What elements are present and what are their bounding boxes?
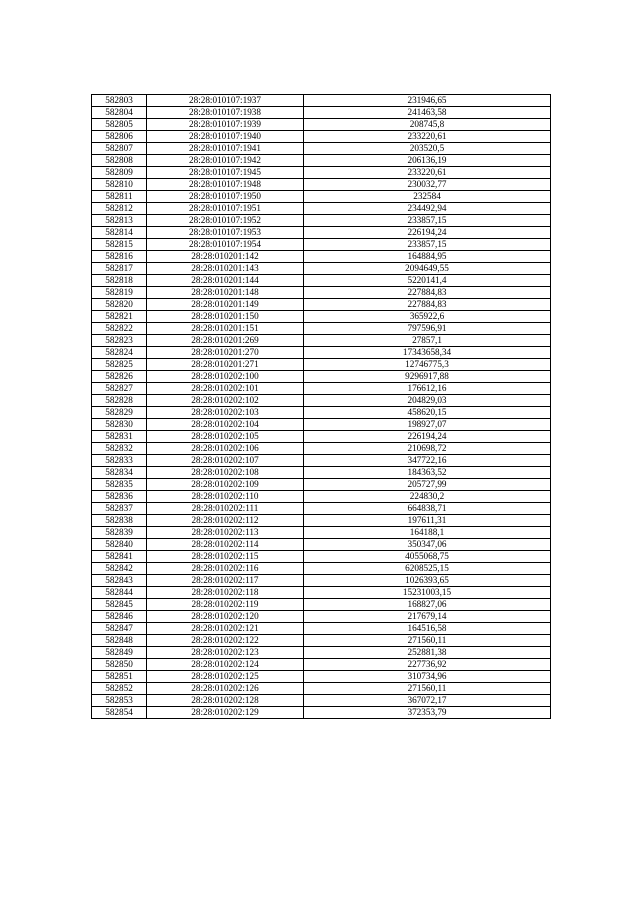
row-number-cell: 582813 (92, 215, 147, 227)
row-number-cell: 582821 (92, 311, 147, 323)
table-row (92, 155, 551, 167)
row-number-cell: 582839 (92, 527, 147, 539)
row-number-cell: 582805 (92, 119, 147, 131)
cadastral-number-cell: 28:28:010202:122 (147, 635, 304, 647)
cadastral-value-cell: 233857,15 (304, 215, 551, 227)
row-number-cell: 582837 (92, 503, 147, 515)
cadastral-number-cell: 28:28:010107:1938 (147, 107, 304, 119)
cadastral-number-cell: 28:28:010202:107 (147, 455, 304, 467)
row-number-cell: 582811 (92, 191, 147, 203)
row-number-cell: 582828 (92, 395, 147, 407)
cadastral-number-cell: 28:28:010107:1939 (147, 119, 304, 131)
row-number-cell: 582808 (92, 155, 147, 167)
cadastral-number-cell: 28:28:010202:121 (147, 623, 304, 635)
table-row (92, 539, 551, 551)
table-row (92, 239, 551, 251)
cadastral-number-cell: 28:28:010201:269 (147, 335, 304, 347)
cadastral-number-cell: 28:28:010107:1940 (147, 131, 304, 143)
cadastral-value-cell: 310734,96 (304, 671, 551, 683)
cadastral-value-cell: 210698,72 (304, 443, 551, 455)
cadastral-number-cell: 28:28:010202:117 (147, 575, 304, 587)
table-row (92, 287, 551, 299)
row-number-cell: 582838 (92, 515, 147, 527)
table-row (92, 599, 551, 611)
table-row (92, 119, 551, 131)
table-row (92, 311, 551, 323)
cadastral-value-cell: 184363,52 (304, 467, 551, 479)
cadastral-value-cell: 4055068,75 (304, 551, 551, 563)
cadastral-value-cell: 2094649,55 (304, 263, 551, 275)
table-row (92, 191, 551, 203)
row-number-cell: 582820 (92, 299, 147, 311)
cadastral-value-cell: 15231003,15 (304, 587, 551, 599)
cadastral-number-cell: 28:28:010202:102 (147, 395, 304, 407)
table-row (92, 527, 551, 539)
cadastral-number-cell: 28:28:010107:1945 (147, 167, 304, 179)
table-row (92, 647, 551, 659)
cadastral-value-cell: 252881,38 (304, 647, 551, 659)
row-number-cell: 582836 (92, 491, 147, 503)
cadastral-number-cell: 28:28:010202:103 (147, 407, 304, 419)
row-number-cell: 582848 (92, 635, 147, 647)
cadastral-number-cell: 28:28:010202:119 (147, 599, 304, 611)
table-row (92, 431, 551, 443)
table-row (92, 491, 551, 503)
cadastral-number-cell: 28:28:010202:129 (147, 707, 304, 719)
cadastral-value-cell: 6208525,15 (304, 563, 551, 575)
cadastral-value-cell: 226194,24 (304, 431, 551, 443)
table-body (92, 95, 551, 719)
row-number-cell: 582812 (92, 203, 147, 215)
cadastral-value-cell: 168827,06 (304, 599, 551, 611)
cadastral-number-cell: 28:28:010202:112 (147, 515, 304, 527)
cadastral-number-cell: 28:28:010202:109 (147, 479, 304, 491)
cadastral-number-cell: 28:28:010202:115 (147, 551, 304, 563)
table-row (92, 383, 551, 395)
table-row (92, 419, 551, 431)
cadastral-value-cell: 12746775,3 (304, 359, 551, 371)
cadastral-number-cell: 28:28:010202:125 (147, 671, 304, 683)
table-row (92, 503, 551, 515)
cadastral-value-cell: 227736,92 (304, 659, 551, 671)
cadastral-value-cell: 204829,03 (304, 395, 551, 407)
table-row (92, 623, 551, 635)
cadastral-value-cell: 164188,1 (304, 527, 551, 539)
cadastral-value-cell: 17343658,34 (304, 347, 551, 359)
cadastral-number-cell: 28:28:010201:150 (147, 311, 304, 323)
cadastral-number-cell: 28:28:010201:144 (147, 275, 304, 287)
row-number-cell: 582851 (92, 671, 147, 683)
row-number-cell: 582852 (92, 683, 147, 695)
cadastral-number-cell: 28:28:010202:110 (147, 491, 304, 503)
cadastral-number-cell: 28:28:010202:114 (147, 539, 304, 551)
cadastral-value-cell: 226194,24 (304, 227, 551, 239)
cadastral-value-cell: 372353,79 (304, 707, 551, 719)
cadastral-number-cell: 28:28:010202:113 (147, 527, 304, 539)
table-row (92, 695, 551, 707)
cadastral-value-cell: 231946,65 (304, 95, 551, 107)
cadastral-value-cell: 664838,71 (304, 503, 551, 515)
cadastral-value-cell: 232584 (304, 191, 551, 203)
row-number-cell: 582815 (92, 239, 147, 251)
row-number-cell: 582816 (92, 251, 147, 263)
row-number-cell: 582842 (92, 563, 147, 575)
row-number-cell: 582841 (92, 551, 147, 563)
cadastral-number-cell: 28:28:010202:106 (147, 443, 304, 455)
cadastral-number-cell: 28:28:010201:142 (147, 251, 304, 263)
table-row (92, 215, 551, 227)
table-row (92, 563, 551, 575)
row-number-cell: 582809 (92, 167, 147, 179)
cadastral-value-cell: 458620,15 (304, 407, 551, 419)
cadastral-value-cell: 234492,94 (304, 203, 551, 215)
cadastral-number-cell: 28:28:010202:100 (147, 371, 304, 383)
cadastral-value-cell: 198927,07 (304, 419, 551, 431)
table-row (92, 659, 551, 671)
cadastral-value-cell: 224830,2 (304, 491, 551, 503)
row-number-cell: 582826 (92, 371, 147, 383)
row-number-cell: 582850 (92, 659, 147, 671)
row-number-cell: 582845 (92, 599, 147, 611)
row-number-cell: 582825 (92, 359, 147, 371)
row-number-cell: 582817 (92, 263, 147, 275)
cadastral-value-cell: 208745,8 (304, 119, 551, 131)
row-number-cell: 582823 (92, 335, 147, 347)
cadastral-number-cell: 28:28:010107:1954 (147, 239, 304, 251)
row-number-cell: 582803 (92, 95, 147, 107)
cadastral-value-cell: 206136,19 (304, 155, 551, 167)
cadastral-number-cell: 28:28:010202:124 (147, 659, 304, 671)
row-number-cell: 582834 (92, 467, 147, 479)
table-row (92, 143, 551, 155)
table-row (92, 467, 551, 479)
row-number-cell: 582807 (92, 143, 147, 155)
cadastral-number-cell: 28:28:010201:143 (147, 263, 304, 275)
cadastral-value-cell: 5220141,4 (304, 275, 551, 287)
cadastral-number-cell: 28:28:010202:116 (147, 563, 304, 575)
cadastral-value-table (91, 94, 551, 719)
table-row (92, 479, 551, 491)
cadastral-number-cell: 28:28:010202:105 (147, 431, 304, 443)
table-row (92, 683, 551, 695)
cadastral-value-cell: 227884,83 (304, 299, 551, 311)
cadastral-number-cell: 28:28:010201:148 (147, 287, 304, 299)
row-number-cell: 582814 (92, 227, 147, 239)
cadastral-value-cell: 233857,15 (304, 239, 551, 251)
table-row (92, 335, 551, 347)
cadastral-value-cell: 205727,99 (304, 479, 551, 491)
table-row (92, 203, 551, 215)
cadastral-value-cell: 365922,6 (304, 311, 551, 323)
row-number-cell: 582831 (92, 431, 147, 443)
row-number-cell: 582806 (92, 131, 147, 143)
table-row (92, 275, 551, 287)
row-number-cell: 582819 (92, 287, 147, 299)
cadastral-number-cell: 28:28:010201:151 (147, 323, 304, 335)
table-row (92, 107, 551, 119)
table-row (92, 263, 551, 275)
cadastral-number-cell: 28:28:010202:108 (147, 467, 304, 479)
cadastral-number-cell: 28:28:010107:1950 (147, 191, 304, 203)
cadastral-number-cell: 28:28:010107:1937 (147, 95, 304, 107)
table-row (92, 323, 551, 335)
cadastral-number-cell: 28:28:010107:1952 (147, 215, 304, 227)
cadastral-number-cell: 28:28:010202:128 (147, 695, 304, 707)
cadastral-value-cell: 230032,77 (304, 179, 551, 191)
cadastral-value-cell: 271560,11 (304, 683, 551, 695)
table-row (92, 515, 551, 527)
row-number-cell: 582846 (92, 611, 147, 623)
cadastral-value-cell: 233220,61 (304, 131, 551, 143)
table-row (92, 551, 551, 563)
row-number-cell: 582844 (92, 587, 147, 599)
cadastral-value-cell: 1026393,65 (304, 575, 551, 587)
cadastral-number-cell: 28:28:010202:126 (147, 683, 304, 695)
cadastral-number-cell: 28:28:010202:111 (147, 503, 304, 515)
row-number-cell: 582853 (92, 695, 147, 707)
table-row (92, 131, 551, 143)
row-number-cell: 582818 (92, 275, 147, 287)
cadastral-value-cell: 176612,16 (304, 383, 551, 395)
cadastral-value-cell: 27857,1 (304, 335, 551, 347)
table-row (92, 251, 551, 263)
row-number-cell: 582827 (92, 383, 147, 395)
cadastral-number-cell: 28:28:010107:1948 (147, 179, 304, 191)
cadastral-number-cell: 28:28:010107:1942 (147, 155, 304, 167)
cadastral-number-cell: 28:28:010107:1953 (147, 227, 304, 239)
row-number-cell: 582843 (92, 575, 147, 587)
table-row (92, 443, 551, 455)
table-row (92, 611, 551, 623)
row-number-cell: 582810 (92, 179, 147, 191)
cadastral-value-cell: 164884,95 (304, 251, 551, 263)
table-row (92, 167, 551, 179)
cadastral-number-cell: 28:28:010107:1951 (147, 203, 304, 215)
table-row (92, 227, 551, 239)
cadastral-value-cell: 217679,14 (304, 611, 551, 623)
row-number-cell: 582847 (92, 623, 147, 635)
cadastral-value-cell: 203520,5 (304, 143, 551, 155)
cadastral-number-cell: 28:28:010202:101 (147, 383, 304, 395)
cadastral-number-cell: 28:28:010201:270 (147, 347, 304, 359)
cadastral-value-cell: 347722,16 (304, 455, 551, 467)
cadastral-value-cell: 9296917,88 (304, 371, 551, 383)
cadastral-value-cell: 350347,06 (304, 539, 551, 551)
row-number-cell: 582835 (92, 479, 147, 491)
cadastral-value-cell: 227884,83 (304, 287, 551, 299)
cadastral-value-cell: 164516,58 (304, 623, 551, 635)
table-row (92, 299, 551, 311)
row-number-cell: 582822 (92, 323, 147, 335)
row-number-cell: 582854 (92, 707, 147, 719)
cadastral-value-cell: 241463,58 (304, 107, 551, 119)
table-row (92, 635, 551, 647)
cadastral-value-cell: 233220,61 (304, 167, 551, 179)
table-row (92, 407, 551, 419)
row-number-cell: 582830 (92, 419, 147, 431)
cadastral-number-cell: 28:28:010202:123 (147, 647, 304, 659)
table-row (92, 359, 551, 371)
table-row (92, 347, 551, 359)
cadastral-number-cell: 28:28:010107:1941 (147, 143, 304, 155)
cadastral-value-cell: 271560,11 (304, 635, 551, 647)
row-number-cell: 582829 (92, 407, 147, 419)
row-number-cell: 582840 (92, 539, 147, 551)
cadastral-number-cell: 28:28:010202:104 (147, 419, 304, 431)
table-row (92, 587, 551, 599)
row-number-cell: 582804 (92, 107, 147, 119)
table-row (92, 455, 551, 467)
table-row (92, 371, 551, 383)
cadastral-value-cell: 197611,31 (304, 515, 551, 527)
table-row (92, 575, 551, 587)
row-number-cell: 582832 (92, 443, 147, 455)
row-number-cell: 582833 (92, 455, 147, 467)
cadastral-number-cell: 28:28:010202:120 (147, 611, 304, 623)
cadastral-value-cell: 367072,17 (304, 695, 551, 707)
cadastral-value-cell: 797596,91 (304, 323, 551, 335)
cadastral-number-cell: 28:28:010201:271 (147, 359, 304, 371)
cadastral-number-cell: 28:28:010201:149 (147, 299, 304, 311)
table-row (92, 707, 551, 719)
table-row (92, 395, 551, 407)
row-number-cell: 582824 (92, 347, 147, 359)
cadastral-number-cell: 28:28:010202:118 (147, 587, 304, 599)
table-row (92, 95, 551, 107)
row-number-cell: 582849 (92, 647, 147, 659)
table-row (92, 671, 551, 683)
table-row (92, 179, 551, 191)
